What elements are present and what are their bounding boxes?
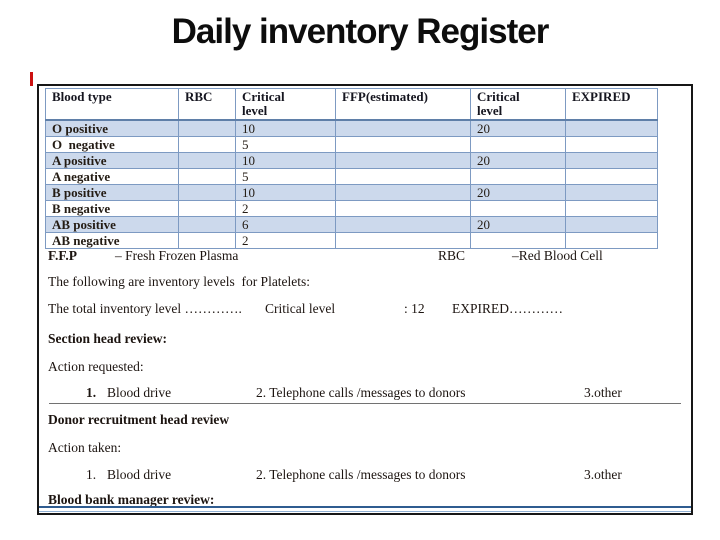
table-row xyxy=(46,169,658,185)
rbc-abbr: RBC xyxy=(438,248,466,263)
table-cell: AB negative xyxy=(46,233,179,249)
table-cell xyxy=(566,201,658,217)
total-inventory-label: The total inventory level …………. xyxy=(48,301,242,316)
table-cell: 20 xyxy=(471,120,566,137)
table-cell xyxy=(179,137,236,153)
action-options-line-2 xyxy=(39,466,691,483)
section-head-review-heading: Section head review: xyxy=(48,331,167,346)
table-cell: 5 xyxy=(236,169,336,185)
ffp-definition: – Fresh Frozen Plasma xyxy=(115,248,239,263)
table-cell xyxy=(179,169,236,185)
table-row xyxy=(46,201,658,217)
table-row xyxy=(46,185,658,201)
table-cell: 2 xyxy=(236,201,336,217)
option-1-label: Blood drive xyxy=(107,467,172,482)
table-cell xyxy=(336,201,471,217)
table-cell: A positive xyxy=(46,153,179,169)
table-cell xyxy=(179,201,236,217)
slide-title: Daily inventory Register xyxy=(171,12,549,51)
table-header-row xyxy=(46,89,658,121)
section-divider xyxy=(49,403,681,404)
table-cell: B positive xyxy=(46,185,179,201)
critical-level-label: Critical level xyxy=(265,301,336,316)
action-options-line-1 xyxy=(39,384,691,401)
table-cell xyxy=(336,169,471,185)
table-cell xyxy=(471,201,566,217)
bottom-blue-rule xyxy=(39,506,691,512)
table-cell: AB positive xyxy=(46,217,179,233)
table-cell: 20 xyxy=(471,153,566,169)
table-cell: 2 xyxy=(236,233,336,249)
table-cell xyxy=(566,169,658,185)
table-cell: B negative xyxy=(46,201,179,217)
table-cell xyxy=(566,185,658,201)
rbc-definition: –Red Blood Cell xyxy=(512,248,603,263)
option-1-label: Blood drive xyxy=(107,385,172,400)
option-1-number: 1. xyxy=(86,467,97,482)
option-3-label: 3.other xyxy=(584,467,622,482)
action-requested-line xyxy=(39,358,691,375)
col-header-critical-level: Critical level xyxy=(236,89,336,121)
table-cell: A negative xyxy=(46,169,179,185)
col-header-blood-type: Blood type xyxy=(46,89,179,121)
table-row xyxy=(46,120,658,137)
table-cell xyxy=(566,153,658,169)
table-cell xyxy=(179,185,236,201)
red-tick-mark xyxy=(30,72,33,86)
table-cell: 20 xyxy=(471,217,566,233)
table-cell xyxy=(336,120,471,137)
table-cell: 10 xyxy=(236,185,336,201)
table-cell: O negative xyxy=(46,137,179,153)
table-cell xyxy=(336,217,471,233)
table-cell xyxy=(179,217,236,233)
ffp-abbr: F.F.P xyxy=(48,248,78,263)
table-cell xyxy=(179,120,236,137)
table-cell: 5 xyxy=(236,137,336,153)
table-row xyxy=(46,137,658,153)
option-1-number: 1. xyxy=(86,385,97,400)
table-cell xyxy=(336,137,471,153)
option-2-label: 2. Telephone calls /messages to donors xyxy=(256,385,466,400)
table-cell xyxy=(566,217,658,233)
action-taken-label: Action taken: xyxy=(48,440,122,455)
action-requested-label: Action requested: xyxy=(48,359,144,374)
expired-label: EXPIRED………… xyxy=(452,301,563,316)
col-header-ffp-estimated: FFP(estimated) xyxy=(336,89,471,121)
table-cell: 10 xyxy=(236,120,336,137)
table-cell xyxy=(566,137,658,153)
option-3-label: 3.other xyxy=(584,385,622,400)
table-cell xyxy=(471,169,566,185)
donor-recruitment-line xyxy=(39,411,691,428)
table-row xyxy=(46,153,658,169)
table-row xyxy=(46,217,658,233)
col-header-ffp-critical-level: Critical level xyxy=(471,89,566,121)
manager-review-heading: Blood bank manager review: xyxy=(48,492,215,507)
col-header-expired: EXPIRED xyxy=(566,89,658,121)
platelets-note-line xyxy=(39,273,691,290)
critical-level-value: : 12 xyxy=(404,301,425,316)
legend-line xyxy=(39,247,691,264)
donor-recruitment-heading: Donor recruitment head review xyxy=(48,412,230,427)
table-cell xyxy=(336,153,471,169)
inventory-form xyxy=(37,84,693,515)
table-cell: 10 xyxy=(236,153,336,169)
table-cell xyxy=(471,137,566,153)
table-cell xyxy=(566,120,658,137)
platelets-note: The following are inventory levels for Platelets: xyxy=(48,274,311,289)
table-cell xyxy=(336,185,471,201)
table-cell: 20 xyxy=(471,185,566,201)
inventory-fill-line xyxy=(39,300,691,317)
action-taken-line xyxy=(39,439,691,456)
table-cell xyxy=(179,153,236,169)
col-header-rbc: RBC xyxy=(179,89,236,121)
blood-inventory-table xyxy=(45,88,658,249)
option-2-label: 2. Telephone calls /messages to donors xyxy=(256,467,466,482)
section-head-review-line xyxy=(39,330,691,347)
table-cell: O positive xyxy=(46,120,179,137)
table-cell: 6 xyxy=(236,217,336,233)
